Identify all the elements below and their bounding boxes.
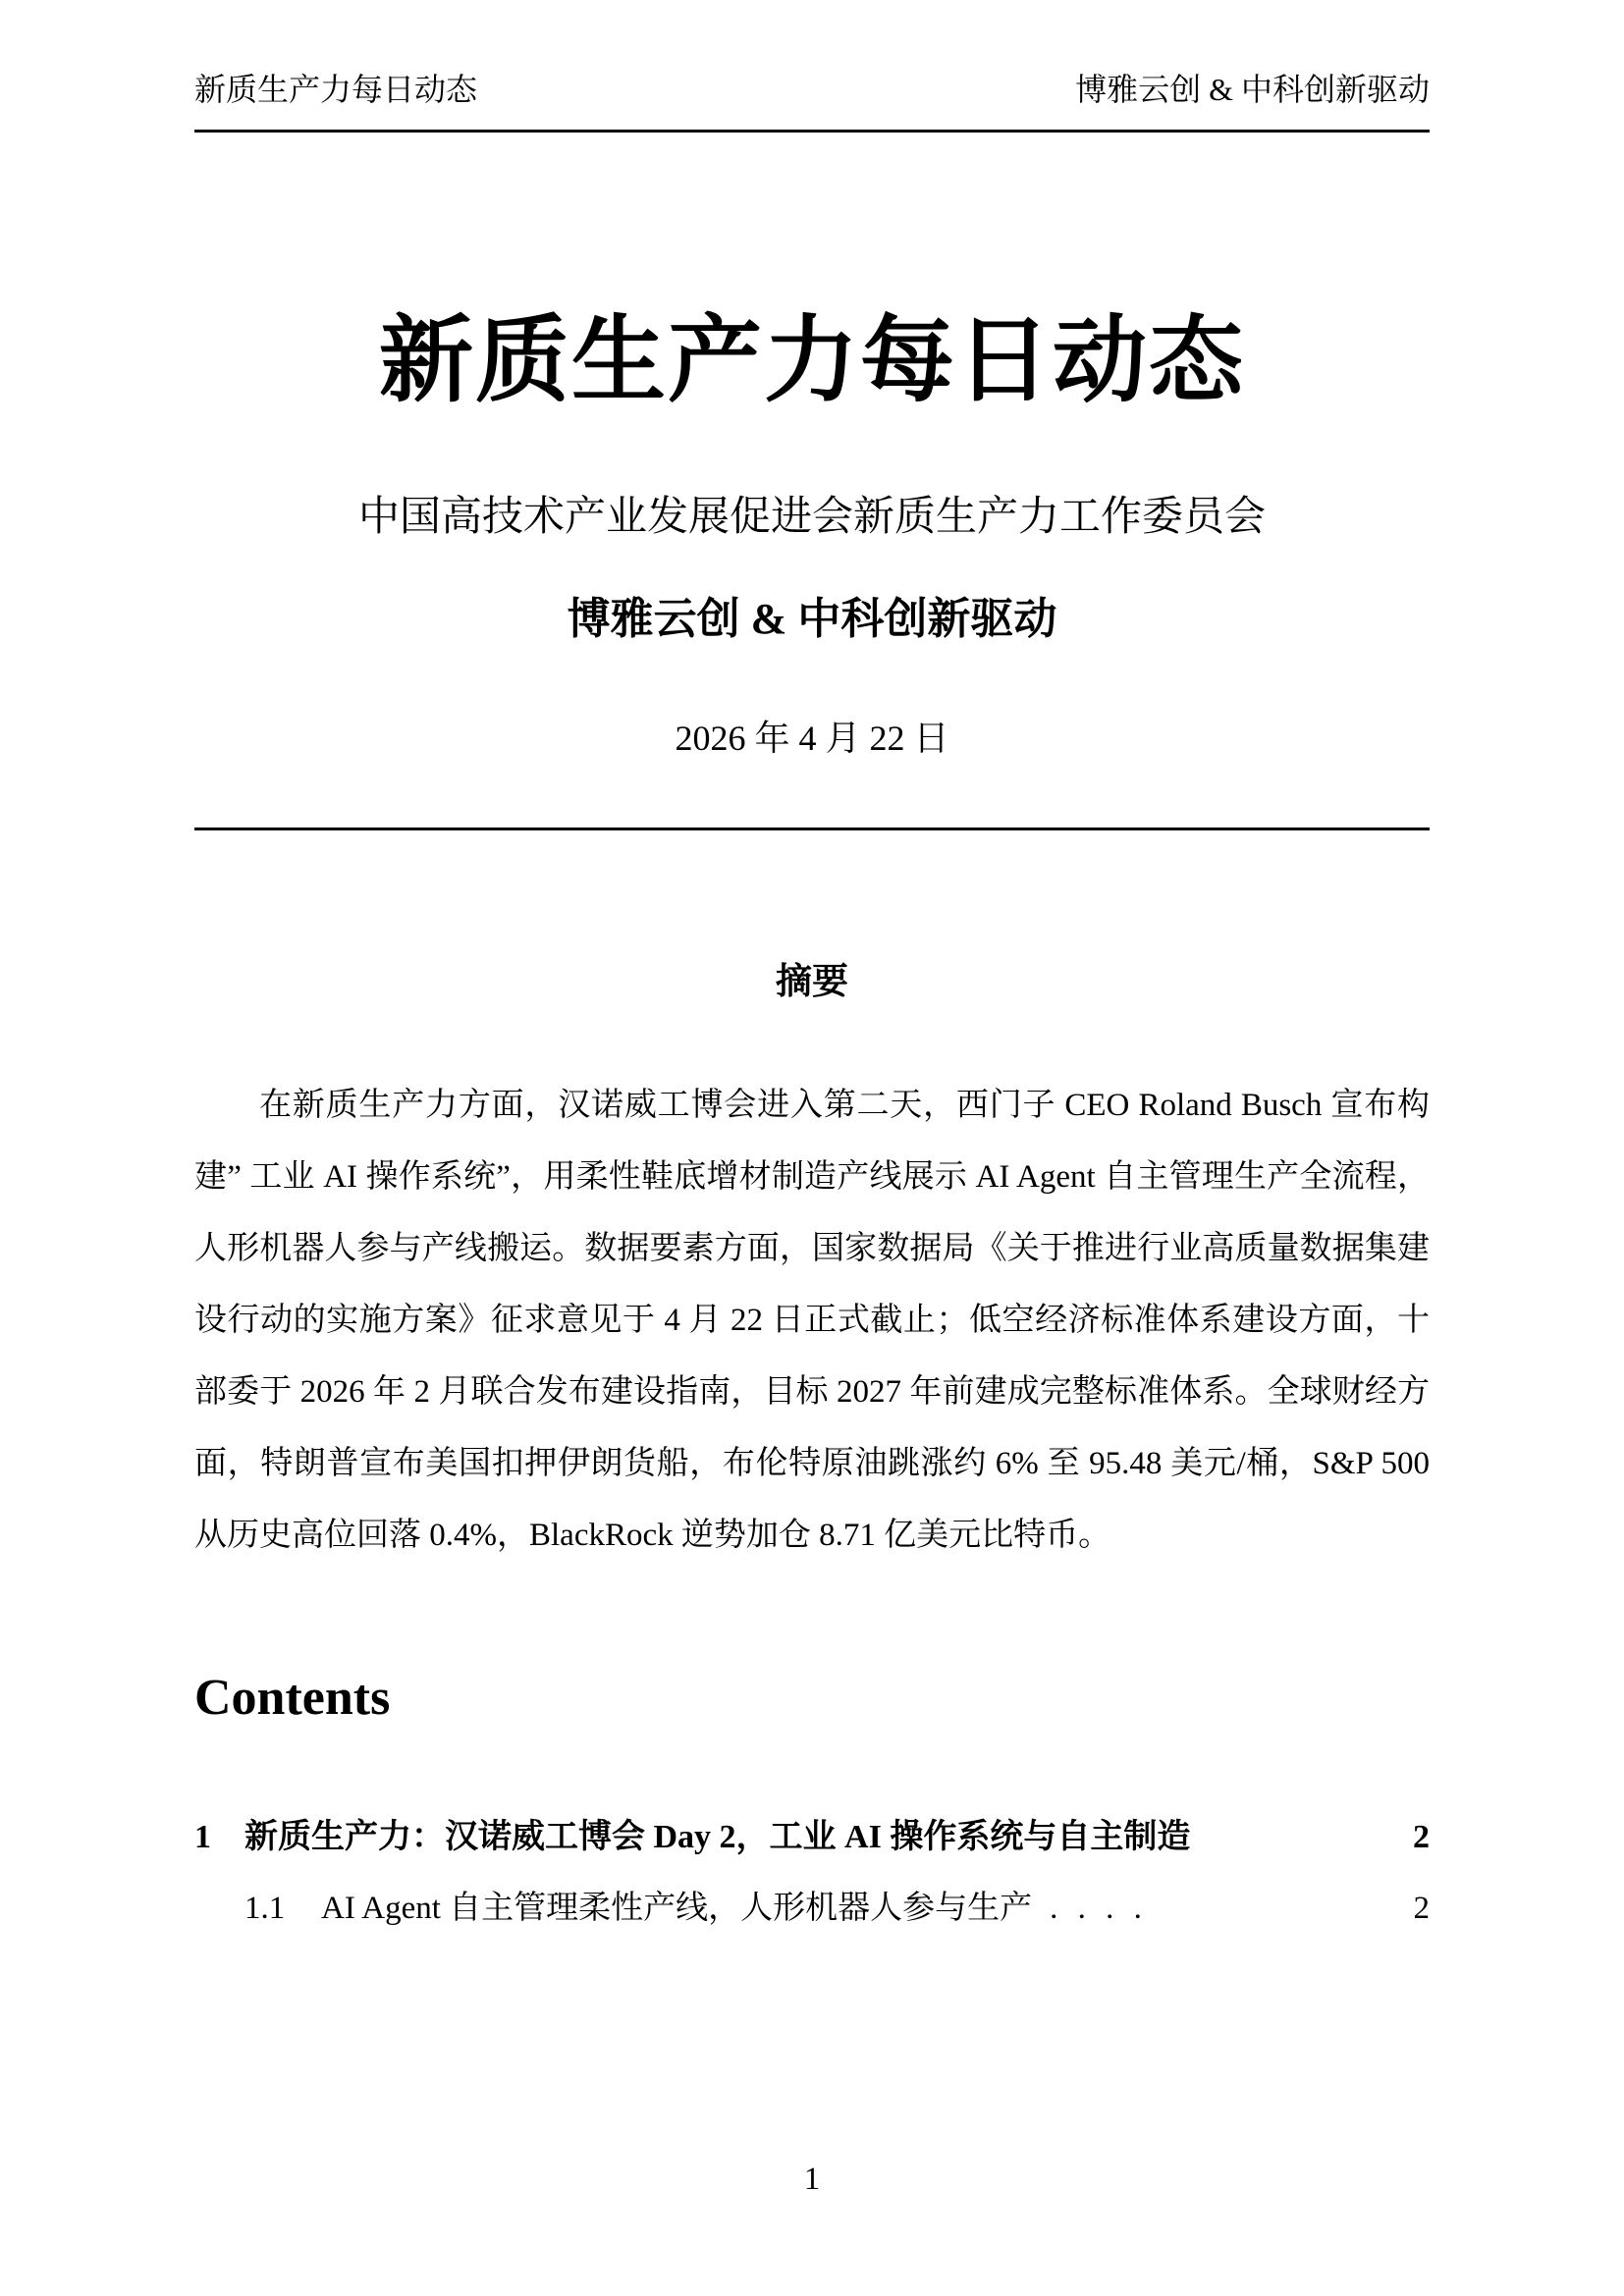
running-header-right: 博雅云创 & 中科创新驱动: [1075, 72, 1430, 107]
abstract-text: 在新质生产力方面，汉诺威工博会进入第二天，西门子 CEO Roland Busch 宣布构建” 工业 AI 操作系统”，用柔性鞋底增材制造产线展示 AI Agent 自主管理生产全流程，人形机器人参与产线搬运。数据要素方面，国家数据局《关于推进行业高质量数据集建设行动的实施方案》征求意见于 4 月 22 日正式截止；低空经济标准体系建设方面，十部委于 2026 年 2 月联合发布建设指南，目标 2027 年前建成完整标准体系。全球财经方面，特朗普宣布美国扣押伊朗货船，布伦特原油跳涨约 6% 至 95.48 美元/桶，S&P 500 从历史高位回落 0.4%，BlackRock 逆势加仓 8.71 亿美元比特币。: [194, 1087, 1430, 1553]
running-header-left: 新质生产力每日动态: [194, 72, 478, 107]
toc-subsection-number: 1.1: [244, 1890, 286, 1926]
toc-subsection-title: AI Agent 自主管理柔性产线，人形机器人参与生产: [321, 1890, 1033, 1926]
toc-section-title: 新质生产力：汉诺威工博会 Day 2，工业 AI 操作系统与自主制造: [244, 1818, 1191, 1855]
document-date: 2026 年 4 月 22 日: [675, 718, 949, 758]
toc-entry-subsection[interactable]: [244, 1873, 1430, 1945]
toc-section-number: 1: [194, 1818, 211, 1855]
toc-entry-section[interactable]: [194, 1801, 1430, 1873]
abstract-heading: 摘要: [776, 961, 848, 1002]
toc-dot-leader: . . . .: [1050, 1890, 1148, 1926]
organization-subtitle: 中国高技术产业发展促进会新质生产力工作委员会: [357, 494, 1266, 540]
page-number: 1: [803, 2162, 821, 2197]
title-rule: [194, 828, 1430, 830]
document-title: 新质生产力每日动态: [379, 308, 1245, 413]
contents-heading: Contents: [194, 1669, 391, 1726]
toc-subsection-page-number: 2: [1413, 1890, 1430, 1926]
page-content: [194, 0, 1430, 1945]
header-rule: [194, 130, 1430, 133]
table-of-contents: [194, 1801, 1430, 1945]
running-header: [194, 0, 1430, 108]
toc-section-page-number: 2: [1413, 1818, 1430, 1855]
authors-subtitle: 博雅云创 & 中科创新驱动: [567, 594, 1057, 643]
